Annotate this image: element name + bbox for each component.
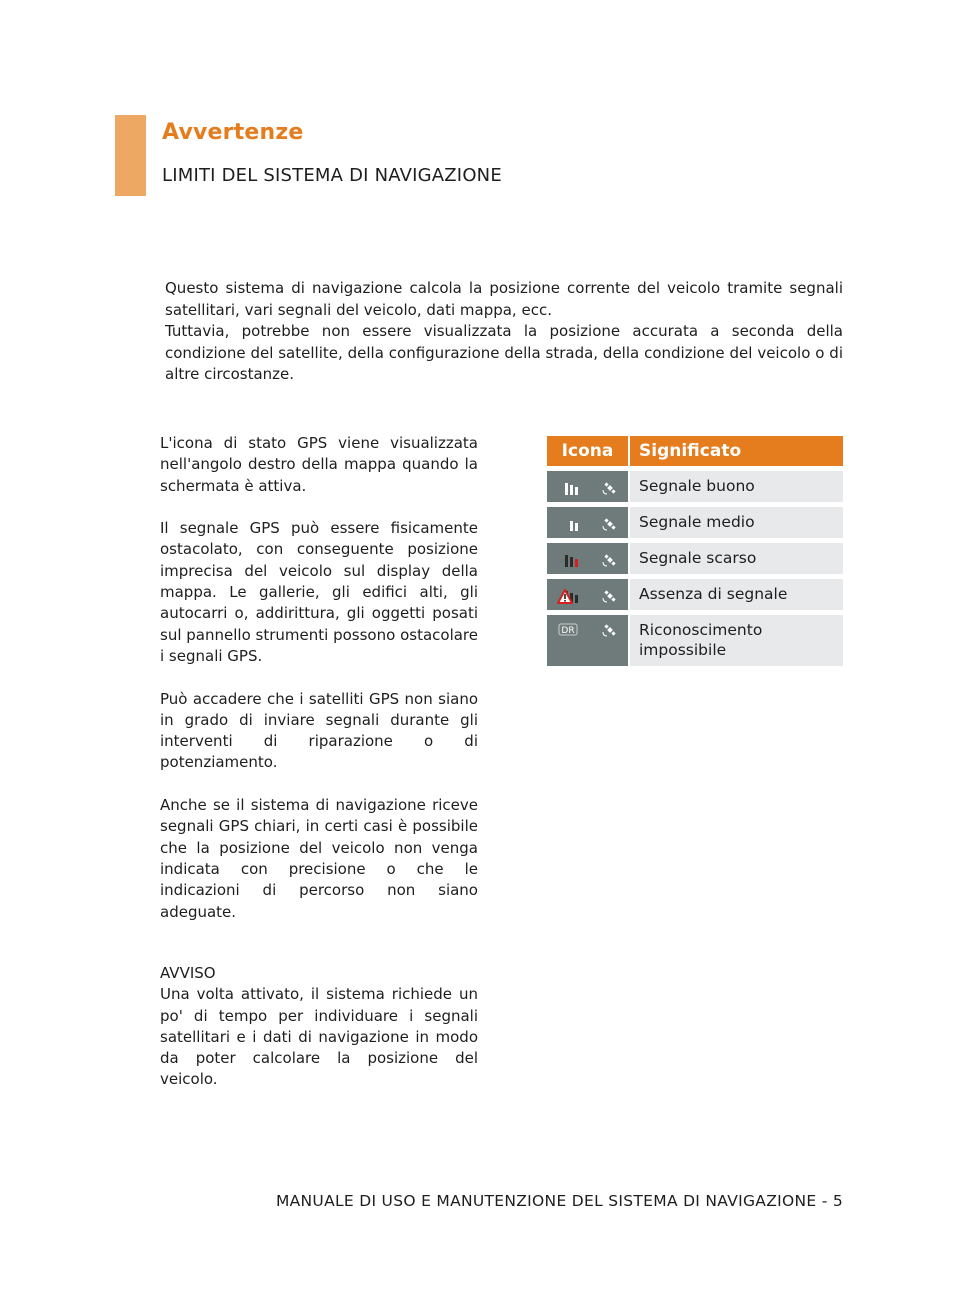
- table-row: [547, 471, 843, 507]
- table-header-row: [547, 436, 843, 471]
- table-icon-cell: [547, 471, 630, 507]
- body-paragraph: Il segnale GPS può essere fisicamente ostacolato, con conseguente posizione imprecisa del veicolo sul display della mappa. Le gallerie, gli edifici alti, gli autocarri o, addirittura, gli oggetti posati sul pannello strumenti possono ostacolare i segnali GPS.: [160, 519, 478, 665]
- table-header-icon: Icona: [547, 436, 630, 471]
- table-meaning-cell: Segnale buono: [630, 471, 843, 507]
- signal-poor-icon: [547, 543, 628, 573]
- table-icon-cell: [547, 543, 630, 579]
- section-subtitle: LIMITI DEL SISTEMA DI NAVIGAZIONE: [162, 165, 502, 186]
- notice-box: [160, 963, 478, 1091]
- signal-medium-icon: [547, 507, 628, 537]
- page-footer: MANUALE DI USO E MANUTENZIONE DEL SISTEMA DI NAVIGAZIONE - 5: [275, 1192, 843, 1210]
- table-icon-cell: [547, 579, 630, 615]
- table-row: [547, 507, 843, 543]
- intro-text-2: Tuttavia, potrebbe non essere visualizzata la posizione accurata a seconda della condizione del satellite, della configurazione della strada, della condizione del veicolo o di altre circostanze.: [165, 322, 843, 383]
- gps-status-table: [547, 436, 843, 671]
- table-icon-cell: [547, 615, 630, 671]
- body-paragraph: Può accadere che i satelliti GPS non siano in grado di inviare segnali durante gli interventi di riparazione o di potenziamento.: [160, 689, 478, 772]
- table-header-meaning: Significato: [630, 436, 843, 471]
- body-paragraph: Anche se il sistema di navigazione riceve segnali GPS chiari, in certi casi è possibile che la posizione del veicolo non venga indicata con precisione o che le indicazioni di percorso non siano adeguate.: [160, 796, 478, 921]
- intro-paragraph: [165, 278, 843, 386]
- body-paragraph: L'icona di stato GPS viene visualizzata nell'angolo destro della mappa quando la schermata è attiva.: [160, 434, 478, 495]
- intro-text-1: Questo sistema di navigazione calcola la posizione corrente del veicolo tramite segnali satellitari, vari segnali del veicolo, dati mappa, ecc.: [165, 279, 843, 319]
- table-row: [547, 543, 843, 579]
- dr-badge-label: DR: [561, 626, 575, 636]
- body-text-column: [160, 433, 478, 944]
- section-accent-bar: [115, 115, 146, 196]
- section-title: Avvertenze: [162, 120, 304, 145]
- signal-good-icon: [547, 471, 628, 501]
- table-meaning-cell: Segnale medio: [630, 507, 843, 543]
- table-meaning-cell: Assenza di segnale: [630, 579, 843, 615]
- signal-none-warning-icon: [547, 579, 628, 609]
- dead-reckoning-icon: [547, 615, 628, 645]
- table-row: [547, 615, 843, 671]
- table-row: [547, 579, 843, 615]
- notice-text: Una volta attivato, il sistema richiede un po' di tempo per individuare i segnali satellitari e i dati di navigazione in modo da poter calcolare la posizione del veicolo.: [160, 985, 478, 1089]
- table-meaning-cell: Riconoscimento impossibile: [630, 615, 843, 671]
- table-meaning-cell: Segnale scarso: [630, 543, 843, 579]
- table-icon-cell: [547, 507, 630, 543]
- notice-title: AVVISO: [160, 964, 216, 982]
